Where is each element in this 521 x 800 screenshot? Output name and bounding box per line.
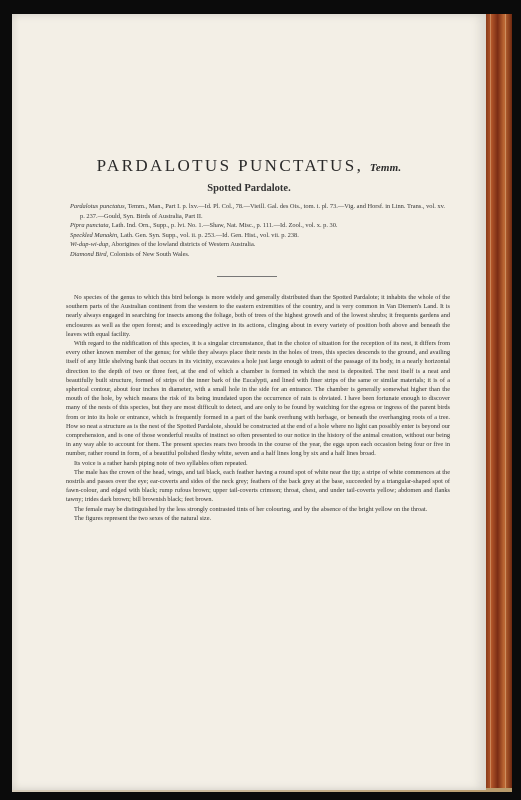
reference-entry: Wi-dup-wi-dup, Aborigines of the lowland districts of Western Australia.: [70, 241, 256, 249]
paragraph: Its voice is a rather harsh piping note of two syllables often repeated.: [74, 459, 248, 467]
paragraph: With regard to the nidification of this species, it is a singular circumstance, that in the choice of situation for the reception of its nest, it differs from every other known member of the genus; for while they always place their nests in the holes of trees, this species descends to the ground, and availing itself of any little shelving bank that occurs in its vicinity, excavates a hole just large enough to admit of the passage of its body, in a nearly horizontal direction to the depth of two or three feet, at the end of which a chamber is formed in which the nest is deposited. The nest itself is a neat and beautifully built structure, formed of strips of the inner bark of the Eucalypti, and lined with finer strips of the same or similar materials; it is of a spherical contour, about four inches in diameter, with a small hole in the side for an entrance. The chamber is generally somewhat higher than the mouth of the hole, by which means the risk of its being inundated upon the occurrence of rain is obviated. I have been fortunate enough to discover many of the nests of this species, but they are most difficult to detect, and are only to be found by watching for the egress or ingress of the parent birds from or into its hole or entrance, which is frequently formed in a part of the bank overhung with herbage, or beneath the overhanging roots of a tree. How so neat a structure as is the nest of the Spotted Pardalote, should be constructed at the end of a hole where no light can possibly enter is beyond our comprehension, and is one of those wonderful results of instinct so often presented to our notice in the history of the animal creation, without our being in any way able to account for them. The present species rears two broods in the course of the year, the eggs upon each occasion being four or five in number, rather round in form, of a beautiful polished fleshy white, seven and a half lines long by six and a half lines broad.: [66, 340, 450, 458]
reference-entry: Diamond Bird, Colonists of New South Wales.: [70, 250, 190, 258]
spine-edge-line: [505, 14, 506, 792]
common-name: Spotted Pardalote.: [207, 183, 291, 194]
spine-edge-line: [490, 14, 491, 792]
title-author: Temm.: [369, 162, 402, 174]
section-divider: [217, 276, 277, 277]
paragraph: The male has the crown of the head, wings, and tail black, each feather having a round spot of white near the tip; a stripe of white commences at the nostrils and passes over the eye; ear-coverts and sides of the neck grey; feathers of the back grey at the base, succeeded by a triangular-shaped spot of fawn-colour, and edged with black; rump rufous brown; upper tail-coverts crimson; throat, chest, and under tail-coverts yellow; abdomen and flanks tawny; irides dark brown; bill brownish black; feet brown.: [66, 468, 450, 504]
paragraph: No species of the genus to which this bird belongs is more widely and generally distributed than the Spotted Pardalote; it inhabits the whole of the southern parts of the Australian continent from the western to the eastern extremities of the country, and is very common in Van Diemen's Land. It is nearly always engaged in searching for insects among the foliage, both of trees of the highest growth and of the lowest shrubs; it frequents gardens and enclosures as well as the open forest; and is exceedingly active in its actions, clinging about in every variety of position both above and beneath the leaves with equal facility.: [66, 294, 450, 338]
page-title: [12, 156, 486, 176]
reference-entry: Pipra punctata, Lath. Ind. Orn., Supp., p. lvi. No. 1.—Shaw, Nat. Misc., p. 111.—Id. Zool., vol. x. p. 30.: [70, 222, 338, 230]
paragraph: The female may be distinguished by the less strongly contrasted tints of her colouring, and by the absence of the bright yellow on the throat.: [74, 505, 428, 513]
synonymy-references: [70, 202, 448, 260]
book-page: [12, 14, 486, 790]
reference-entry: Speckled Manakin, Lath. Gen. Syn. Supp., vol. ii. p. 253.—Id. Gen. Hist., vol. vii. p. 238.: [70, 231, 299, 239]
reference-entry: Pardalotus punctatus, Temm., Man., Part I. p. lxv.—Id. Pl. Col., 78.—Vieill. Gal. des Ois., tom. i. pl. 73.—Vig. and Horsf. in Linn. Trans., vol. xv. p. 237.—Gould, Syn. Birds of Australia, Part II.: [70, 203, 446, 220]
paragraph: The figures represent the two sexes of the natural size.: [74, 514, 212, 522]
title-text: PARDALOTUS PUNCTATUS,: [96, 156, 364, 175]
body-text: [66, 293, 450, 523]
